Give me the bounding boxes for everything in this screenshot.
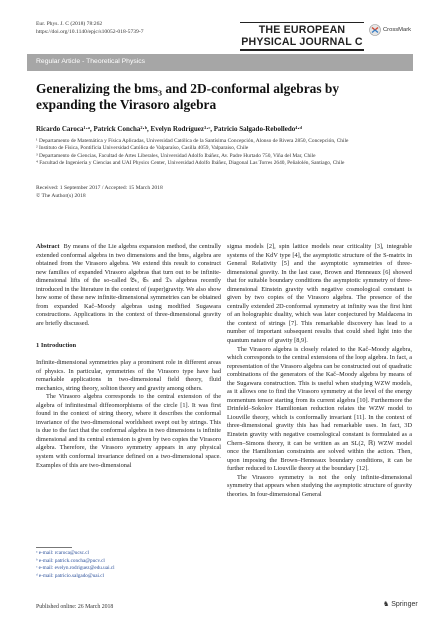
- journal-logo: [240, 21, 364, 52]
- right-paragraph-2: The Virasoro algebra is closely related to the Kač–Moody algebra, which corresponds to the central extensions of the loop algebra. In fact, a representation of the Virasoro algebra can be constructed out of quadratic combinations of the generators of the Kač–Moody algebra by means of the Sugawara construction. This is useful when studying WZW models, as it allows one to find the Virasoro symmetry at the level of the energy momentum tensor starting from its current algebra [10]. Furthermore the Drinfeld–Sokolov Hamiltonian reduction relates the WZW model to Liouville theory, which is conformally invariant [11]. In the context of three-dimensional gravity this has had remarkable uses. In fact, 3D Einstein gravity with negative cosmological constant is formulated as a Chern–Simons theory, it can be written as an SL(2, ℝ) WZW model once the Hamiltonian constraints are solved within the action. Then, upon imposing the Brown–Henneaux boundary conditions, it can be further reduced to Liouville theory at the boundary [12].: [227, 345, 412, 473]
- affiliations: [36, 138, 426, 168]
- copyright: © The Author(s) 2018: [36, 193, 86, 199]
- intro-paragraph-2: The Virasoro algebra corresponds to the central extension of the algebra of infinitesimal diffeomorphisms of the circle [1]. It was first found in the context of string theory, where it describes the conformal invariance of the two-dimensional worldsheet swept out by strings. This is due to the fact that the conformal algebra in two dimensions is infinite dimensional and its central extension is given by two copies the Virasoro algebra. Therefore, the Virasoro symmetry appears in any physical system with conformal invariance defined on a two-dimensional space. Examples of this are two-dimensional: [36, 393, 221, 469]
- affiliation-2: ² Instituto de Física, Pontificia Universidad Católica de Valparaíso, Casilla 4059, Valparaiso, Chile: [36, 145, 249, 152]
- citation-line: Eur. Phys. J. C (2018) 78:262: [36, 21, 103, 27]
- footnotes: [36, 550, 115, 580]
- crossmark-icon[interactable]: [369, 24, 381, 36]
- footnote-b[interactable]: ᵇ e-mail: patrick.concha@pucv.cl: [36, 557, 105, 564]
- published-date: Published online: 26 March 2018: [36, 604, 114, 610]
- footnote-a[interactable]: ᵃ e-mail: rcaroca@ucsc.cl: [36, 550, 89, 556]
- abstract-label: Abstract: [36, 243, 60, 250]
- affiliation-3: ³ Departamento de Ciencias, Facultad de Artes Liberales, Universidad Adolfo Ibáñez, Av. Padre Hurtado 750, Viña del Mar, Chile: [36, 152, 316, 159]
- doi-link[interactable]: https://doi.org/10.1140/epjc/s10052-018-5739-7: [36, 29, 144, 36]
- publisher-name: Springer: [391, 601, 418, 608]
- dates-block: [36, 184, 163, 200]
- journal-line1: THE EUROPEAN: [258, 24, 346, 37]
- crossmark-label[interactable]: CrossMark: [383, 27, 412, 33]
- journal-line2: PHYSICAL JOURNAL C: [241, 36, 363, 49]
- abstract-text: By means of the Lie algebra expansion method, the centrally extended conformal algebra in two dimensions and the bms₃ algebra are obtained from the Virasoro algebra. We extend this result to construct new families of expanded Virasoro algebras that turn out to be infinite-dimensional lifts of the so-called 𝔅ₖ, 𝔈ₖ and 𝔇ₖ algebras recently introduced in the literature in the context of (super)gravity. We also show how some of these new infinite-dimensional symmetries can be obtained from expanded Kač–Moody algebras using modified Sugawara constructions. Applications in the context of three-dimensional gravity are briefly discussed.: [36, 243, 221, 327]
- footnote-c[interactable]: ᶜ e-mail: evelyn.rodriguez@edu.uai.cl: [36, 565, 115, 571]
- affiliation-1: ¹ Departamento de Matemática y Física Aplicadas, Universidad Católica de la Santísima Concepción, Alonso de Rivera 2850, Concepción, Chile: [36, 138, 349, 144]
- logo-rule-top: [240, 22, 364, 23]
- received-accepted: Received: 1 September 2017 / Accepted: 15 March 2018: [36, 185, 163, 191]
- intro-paragraph-1: Infinite-dimensional symmetries play a prominent role in different areas of physics. In particular, symmetries of the Virasoro type have had remarkable applications in two-dimensional field theory, fluid mechanics, string theory, soliton theory and gravity among others.: [36, 359, 221, 392]
- article-type: Regular Article - Theoretical Physics: [36, 58, 146, 65]
- article-type-bar: [27, 54, 413, 71]
- affiliation-4: ⁴ Facultad de Ingeniería y Ciencias and UAI Physics Center, Universidad Adolfo Ibáñez, Diagonal Las Torres 2640, Peñalolén, Santiago, Chile: [36, 160, 345, 167]
- author-list: Ricardo Caroca¹·ᵃ, Patrick Concha²·ᵇ, Evelyn Rodríguez³·ᶜ, Patricio Salgado-Rebolledo⁴·ᵈ: [36, 125, 302, 133]
- footnote-separator: [36, 547, 72, 548]
- right-paragraph-3: The Virasoro symmetry is not the only infinite-dimensional symmetry that appears when studying the asymptotic structure of gravity theories. In four-dimensional General: [227, 473, 412, 498]
- springer-horse-icon: ♞: [383, 601, 390, 608]
- abstract: [36, 243, 221, 328]
- right-paragraph-1: sigma models [2], spin lattice models near criticality [3], integrable systems of the KdV type [4], the asymptotic structure of the S-matrix in General Relativity [5] and the asymptotic symmetries of three-dimensional gravity. In the last case, Brown and Henneaux [6] showed that for suitable boundary conditions the asymptotic symmetry of three-dimensional Einstein gravity with negative cosmological constant is given by two copies of the Virasoro algebra. The presence of the centrally extended 2D-conformal symmetry at infinity was the first hint of an holographic duality, which was later conjectured by Maldacena in the context of strings [7]. This remarkable discovery has lead to a number of important subsequent results that could shed light into the quantum nature of gravity [8,9].: [227, 243, 412, 345]
- footnote-d[interactable]: ᵈ e-mail: patricio.salgado@uai.cl: [36, 572, 105, 579]
- right-column: [227, 243, 412, 499]
- publisher-logo: [383, 600, 418, 608]
- left-column: [36, 243, 221, 470]
- section-heading: 1 Introduction: [36, 342, 77, 350]
- logo-rule-bottom: [240, 49, 364, 50]
- paper-title: Generalizing the bms₃ and 2D-conformal algebras by expanding the Virasoro algebra: [36, 81, 340, 112]
- citation-block: [36, 20, 144, 36]
